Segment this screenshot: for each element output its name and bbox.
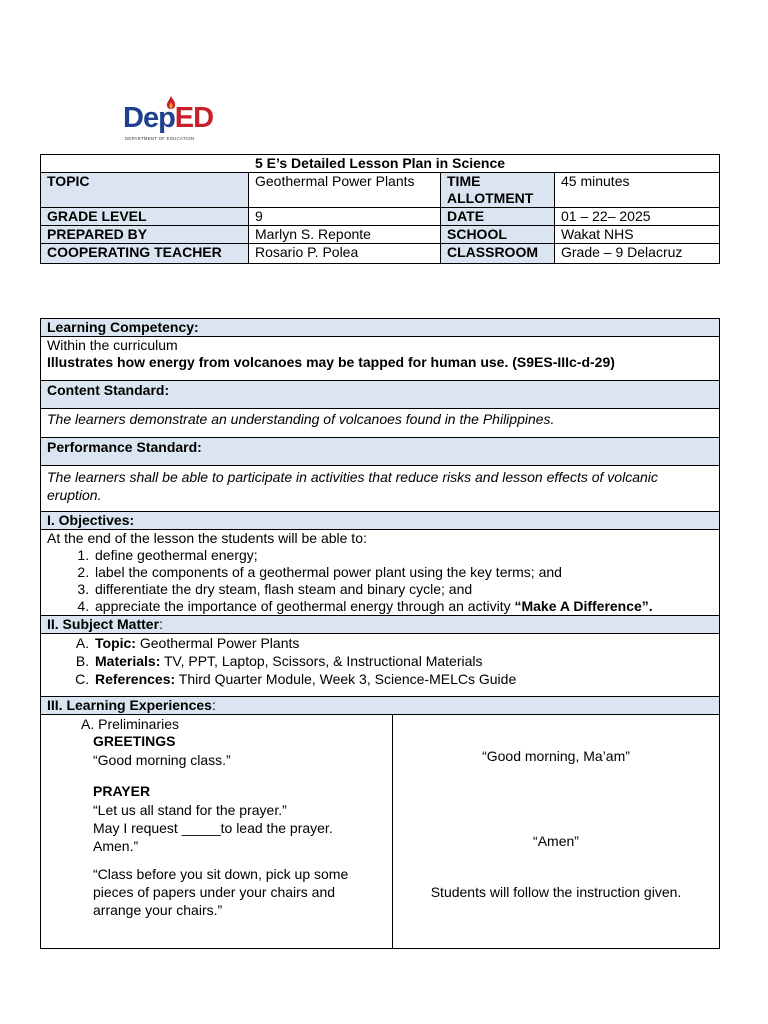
subject-matter-list — [47, 634, 713, 688]
chairs-instruction-line-3: arrange your chairs.” — [93, 902, 223, 918]
topic-value: Geothermal Power Plants — [249, 173, 441, 208]
chairs-instruction-line-2: pieces of papers under your chairs and — [93, 884, 336, 900]
lesson-plan-table — [40, 318, 720, 949]
greetings-student-response: “Good morning, Ma’am” — [482, 748, 630, 764]
objective-item: 4. appreciate the importance of geothermal energy through an activity “Make A Difference”. — [93, 598, 713, 615]
subject-item-materials: B. Materials: TV, PPT, Laptop, Scissors, & Instructional Materials — [93, 652, 713, 670]
date-value: 01 – 22– 2025 — [555, 208, 720, 226]
date-label: DATE — [441, 208, 555, 226]
preliminaries-heading: A. Preliminaries — [81, 716, 180, 732]
chairs-student-response: Students will follow the instruction given. — [430, 884, 682, 900]
learning-competency-label: Learning Competency: — [41, 319, 720, 337]
time-allotment-label: TIME ALLOTMENT — [441, 173, 555, 208]
objective-item: 3. differentiate the dry steam, flash steam and binary cycle; and — [93, 581, 713, 598]
prayer-line-1: “Let us all stand for the prayer.” — [93, 802, 287, 818]
learning-experiences-label: III. Learning Experiences: — [41, 697, 720, 715]
grade-level-value: 9 — [249, 208, 441, 226]
objectives-list — [47, 547, 713, 615]
prepared-by-value: Marlyn S. Reponte — [249, 226, 441, 244]
school-label: SCHOOL — [441, 226, 555, 244]
grade-level-label: GRADE LEVEL — [41, 208, 249, 226]
greetings-teacher-line: “Good morning class.” — [93, 752, 231, 768]
cooperating-teacher-value: Rosario P. Polea — [249, 244, 441, 264]
objective-item: 1. define geothermal energy; — [93, 547, 713, 564]
subject-matter-content — [41, 634, 720, 697]
logo-subtitle: DEPARTMENT OF EDUCATION — [125, 136, 195, 141]
teacher-activity-column — [41, 715, 393, 949]
subject-matter-label: II. Subject Matter: — [41, 616, 720, 634]
prayer-heading: PRAYER — [93, 783, 151, 799]
greetings-heading: GREETINGS — [93, 733, 176, 749]
subject-item-references: C. References: Third Quarter Module, Week 3, Science-MELCs Guide — [93, 670, 713, 688]
logo-wordmark: DepED — [123, 102, 214, 134]
objectives-intro: At the end of the lesson the students will be able to: — [47, 530, 367, 546]
deped-logo — [123, 96, 223, 152]
lesson-plan-title: 5 E’s Detailed Lesson Plan in Science — [41, 155, 720, 173]
prayer-line-2: May I request _____to lead the prayer. — [93, 820, 333, 836]
cooperating-teacher-label: COOPERATING TEACHER — [41, 244, 249, 264]
learning-competency-text: Within the curriculum Illustrates how energy from volcanoes may be tapped for human use. (S9ES-IIIc-d-29) — [41, 337, 720, 381]
classroom-label: CLASSROOM — [441, 244, 555, 264]
content-standard-label: Content Standard: — [41, 381, 720, 409]
prepared-by-label: PREPARED BY — [41, 226, 249, 244]
objectives-label: I. Objectives: — [41, 512, 720, 530]
objectives-content — [41, 530, 720, 616]
topic-label: TOPIC — [41, 173, 249, 208]
classroom-value: Grade – 9 Delacruz — [555, 244, 720, 264]
prayer-line-3: Amen.” — [93, 838, 139, 854]
chairs-instruction-line-1: “Class before you sit down, pick up some — [93, 866, 349, 882]
subject-item-topic: A. Topic: Geothermal Power Plants — [93, 634, 713, 652]
student-activity-column — [393, 715, 720, 949]
performance-standard-label: Performance Standard: — [41, 438, 720, 466]
school-value: Wakat NHS — [555, 226, 720, 244]
time-allotment-value: 45 minutes — [555, 173, 720, 208]
content-standard-text: The learners demonstrate an understanding of volcanoes found in the Philippines. — [41, 409, 720, 438]
prayer-student-response: “Amen” — [533, 833, 579, 849]
lesson-info-table — [40, 154, 720, 264]
performance-standard-text: The learners shall be able to participate in activities that reduce risks and lesson effects of volcanic eruption. — [41, 466, 720, 512]
objective-item: 2. label the components of a geothermal power plant using the key terms; and — [93, 564, 713, 581]
